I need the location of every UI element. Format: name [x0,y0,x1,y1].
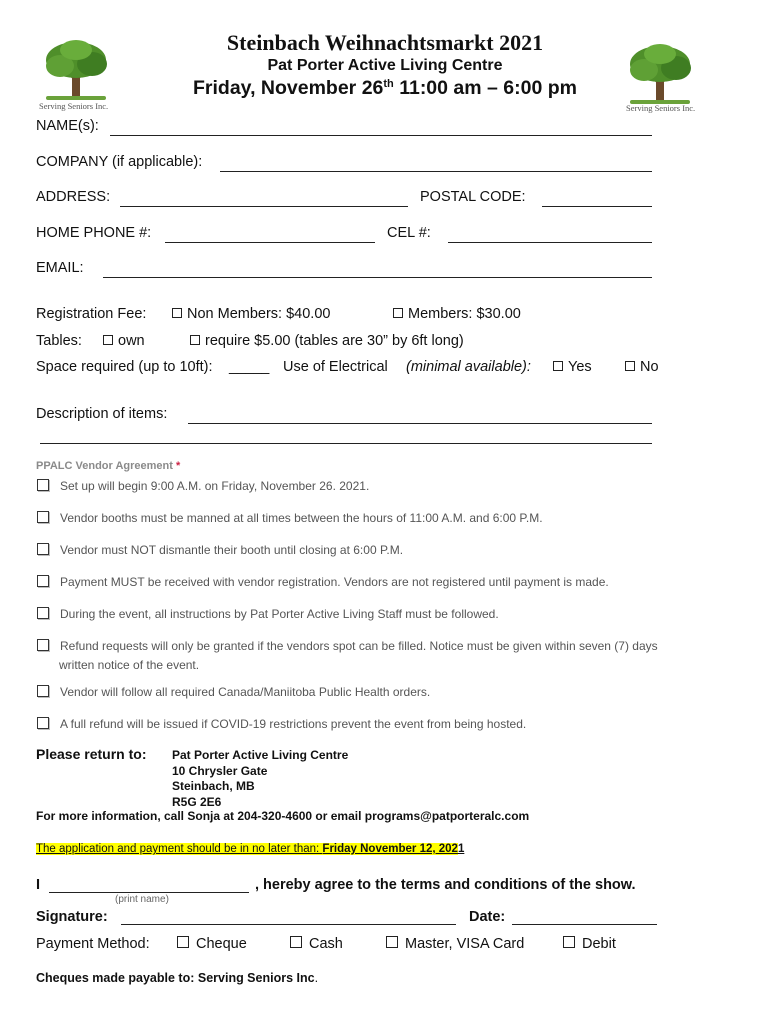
checkbox-icon[interactable] [190,335,200,345]
agreement-item[interactable] [37,575,609,589]
space-required-label: Space required (up to 10ft): [36,359,213,375]
checkbox-icon[interactable] [37,511,49,523]
logo-caption-left: Serving Seniors Inc. [39,101,109,111]
agreement-item[interactable] [37,639,658,653]
postal-field[interactable] [542,206,652,207]
cheques-period: . [314,971,319,985]
description-field-2[interactable] [40,443,652,444]
agreement-item-continued: written notice of the event. [59,658,200,672]
non-members-label: Non Members: $40.00 [187,306,331,322]
payment-option-debit[interactable] [563,936,616,952]
agreement-item[interactable] [37,511,543,525]
checkbox-icon[interactable] [386,936,398,948]
checkbox-icon[interactable] [37,685,49,697]
checkbox-icon[interactable] [103,335,113,345]
agreement-item[interactable] [37,685,430,699]
deadline-date: Friday November 12, 202 [322,843,458,855]
agree-statement: , hereby agree to the terms and conditions of the show. [255,877,636,893]
cel-label: CEL #: [387,225,431,241]
payment-option-card[interactable] [386,936,524,952]
checkbox-icon[interactable] [37,607,49,619]
deadline-date-tail: 1 [457,843,465,855]
cheques-payable [36,971,318,985]
agreement-item[interactable] [37,717,526,731]
cheques-label: Cheques made payable to: [36,971,195,985]
checkbox-icon[interactable] [37,575,49,587]
agreement-item-text: Payment MUST be received with vendor registration. Vendors are not registered until payment is made. [60,575,609,589]
agreement-item-text: Refund requests will only be granted if the vendors spot can be filled. Notice must be given within seven (7) days [60,639,658,653]
signature-label: Signature: [36,909,108,925]
registration-fee-label: Registration Fee: [36,306,147,322]
members-option[interactable] [393,306,521,322]
electrical-label: Use of Electrical [283,359,388,375]
checkbox-icon[interactable] [37,543,49,555]
print-name-field[interactable] [49,892,249,893]
require-label: require $5.00 (tables are 30” by 6ft long) [205,333,464,349]
electrical-yes-option[interactable] [553,359,592,375]
payment-option-label: Debit [582,936,616,952]
email-label: EMAIL: [36,260,84,276]
logo-caption-right: Serving Seniors Inc. [626,103,696,113]
venue-name: Pat Porter Active Living Centre [267,57,503,74]
agreement-item-text: Vendor must NOT dismantle their booth until closing at 6:00 P.M. [60,543,404,557]
agreement-item-text: A full refund will be issued if COVID-19 restrictions prevent the event from being hosted. [60,717,527,731]
checkbox-icon[interactable] [172,308,182,318]
payment-option-label: Cheque [196,936,247,952]
payment-option-cheque[interactable] [177,936,247,952]
payment-option-label: Cash [309,936,343,952]
return-address-line: R5G 2E6 [172,794,222,809]
event-date-prefix: Friday, November 26 [193,77,384,99]
require-table-option[interactable] [190,333,464,349]
agreement-item-text: Set up will begin 9:00 A.M. on Friday, November 26. 2021. [60,479,370,493]
deadline-text: The application and payment should be in no later than: [36,843,323,855]
yes-label: Yes [568,359,592,375]
electrical-no-option[interactable] [625,359,659,375]
description-field[interactable] [188,423,652,424]
event-date [0,77,770,100]
event-date-sup: th [383,78,394,90]
cheques-payee: Serving Seniors Inc [197,971,315,985]
own-table-option[interactable] [103,333,145,349]
return-address-line: 10 Chrysler Gate [172,763,268,778]
checkbox-icon[interactable] [37,639,49,651]
tables-label: Tables: [36,333,82,349]
required-mark: * [175,460,181,472]
non-members-option[interactable] [172,306,330,322]
members-label: Members: $30.00 [408,306,521,322]
return-label: Please return to: [36,746,147,762]
agree-i: I [36,877,41,893]
home-phone-field[interactable] [165,242,375,243]
own-label: own [118,333,145,349]
checkbox-icon[interactable] [625,361,635,371]
names-field[interactable] [110,135,652,136]
cel-field[interactable] [448,242,652,243]
no-label: No [640,359,659,375]
checkbox-icon[interactable] [37,717,49,729]
page-title: Steinbach Weihnachtsmarkt 2021 [226,30,544,55]
signature-field[interactable] [121,924,456,925]
deadline-notice [36,839,464,857]
minimal-label: (minimal available): [406,359,531,375]
address-field[interactable] [120,206,408,207]
company-label: COMPANY (if applicable): [36,154,203,170]
agreement-heading-text: PPALC Vendor Agreement [36,460,173,472]
return-address [172,748,348,810]
agreement-item[interactable] [37,479,369,493]
checkbox-icon[interactable] [553,361,563,371]
agreement-item-text: During the event, all instructions by Pat Porter Active Living Staff must be followed. [60,607,499,621]
company-field[interactable] [220,171,652,172]
agreement-item-text: Vendor booths must be manned at all times between the hours of 11:00 A.M. and 6:00 P.M. [60,511,543,525]
date-label: Date: [469,909,506,925]
payment-option-cash[interactable] [290,936,343,952]
agreement-item[interactable] [37,607,499,621]
space-required-field[interactable]: _____ [229,359,270,375]
checkbox-icon[interactable] [563,936,575,948]
address-label: ADDRESS: [36,189,111,205]
agreement-heading [36,460,180,472]
postal-label: POSTAL CODE: [420,189,526,205]
return-address-line: Pat Porter Active Living Centre [172,748,349,762]
checkbox-icon[interactable] [290,936,302,948]
payment-method-label: Payment Method: [36,936,150,952]
names-label: NAME(s): [36,118,99,134]
checkbox-icon[interactable] [177,936,189,948]
return-address-line: Steinbach, MB [172,779,255,793]
event-date-suffix: 11:00 am – 6:00 pm [393,77,577,99]
print-name-label: (print name) [115,894,169,905]
checkbox-icon[interactable] [37,479,49,491]
email-field[interactable] [103,277,652,278]
agreement-item[interactable] [37,543,403,557]
checkbox-icon[interactable] [393,308,403,318]
description-label: Description of items: [36,406,168,422]
home-phone-label: HOME PHONE #: [36,225,152,241]
date-field[interactable] [512,924,657,925]
contact-info: For more information, call Sonja at 204-320-4600 or email programs@patporteralc.com [36,809,530,823]
agreement-item-text: Vendor will follow all required Canada/Maniitoba Public Health orders. [60,685,431,699]
payment-option-label: Master, VISA Card [405,936,525,952]
